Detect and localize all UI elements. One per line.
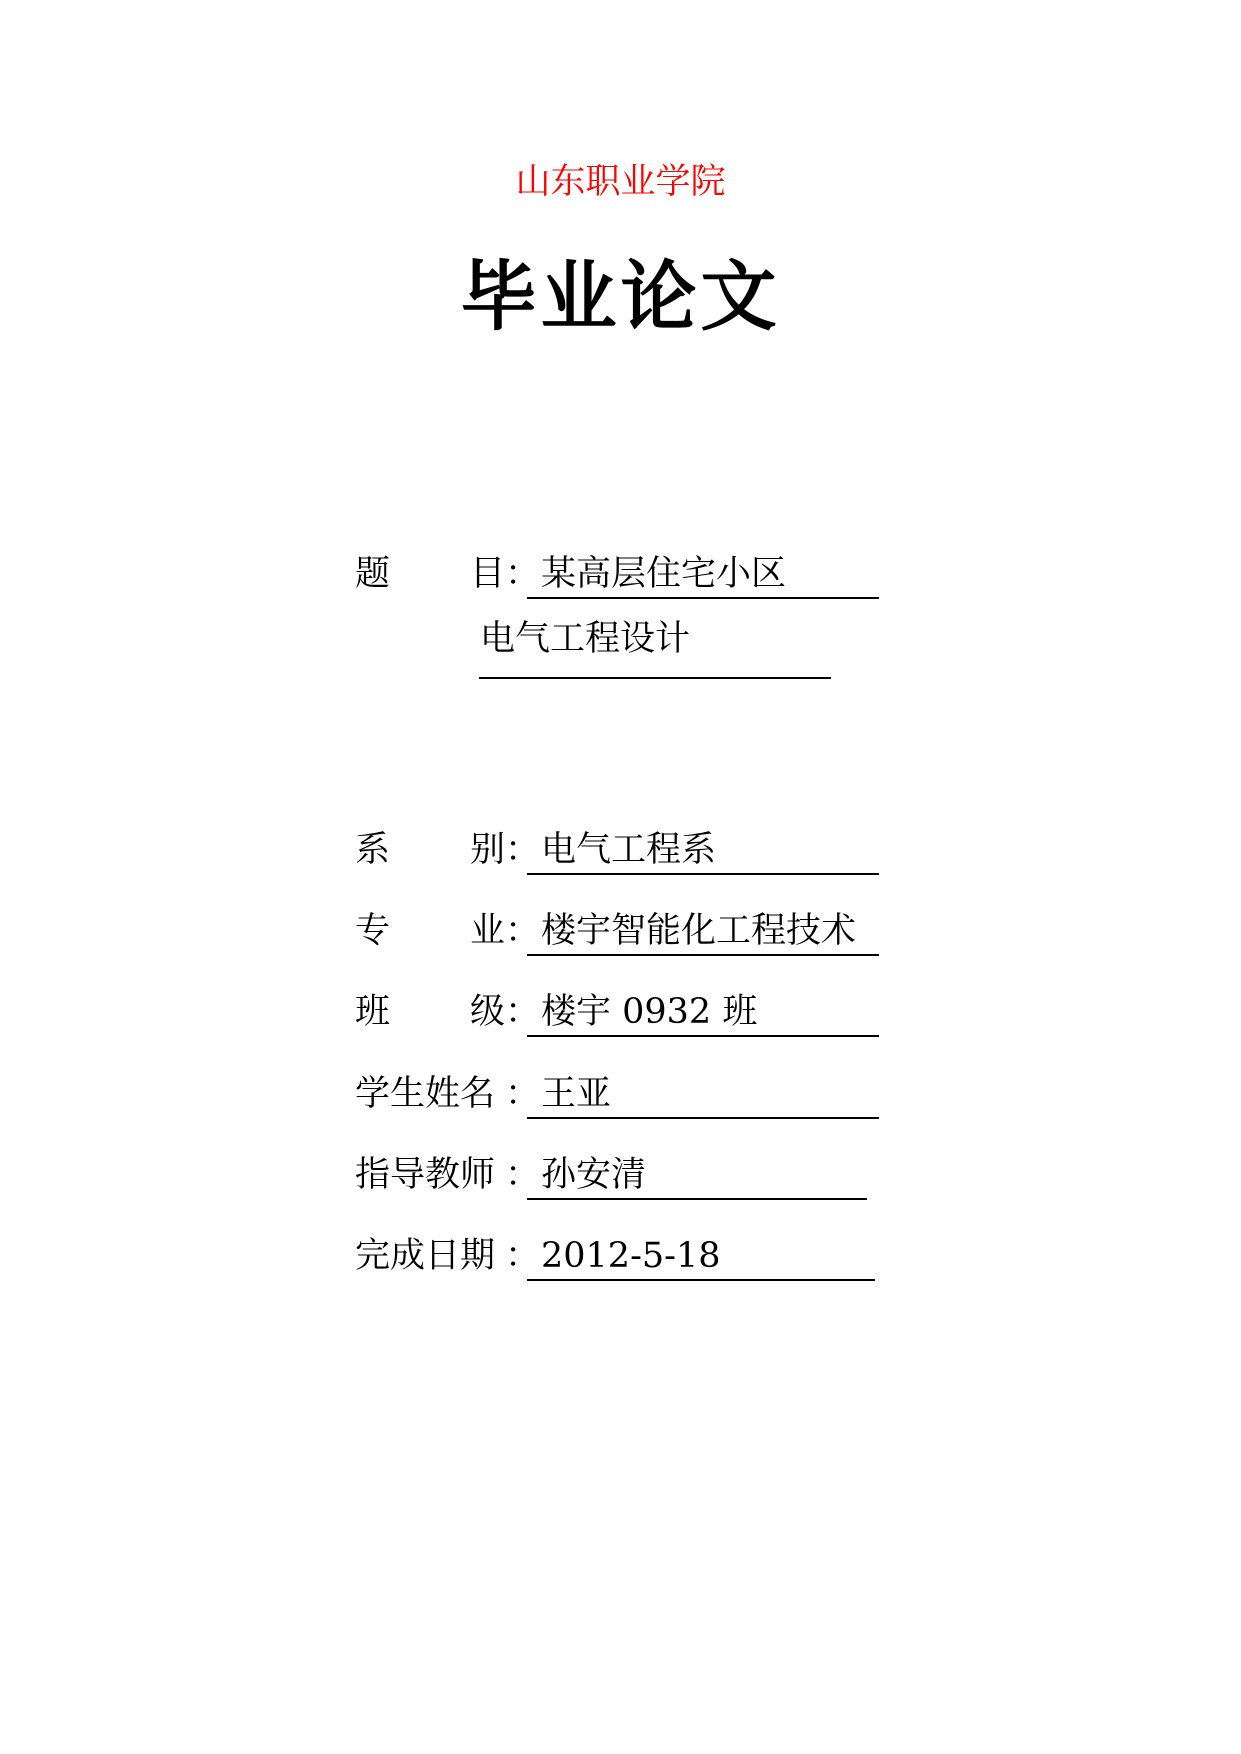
class-value-underline [527, 989, 879, 1037]
student-value: 王亚 [541, 1074, 612, 1114]
date-value: 2012-5-18 [541, 1236, 721, 1276]
advisor-value-underline [527, 1152, 867, 1200]
class-label-char-1: 班 [355, 992, 391, 1032]
department-value-underline [527, 827, 879, 875]
major-label-char-2: 业 [469, 911, 505, 951]
class-label-char-2: 级 [469, 992, 505, 1032]
topic-value-line2: 电气工程设计 [480, 619, 691, 659]
major-value: 楼宇智能化工程技术 [541, 911, 857, 951]
advisor-label-colon: ： [505, 1155, 541, 1195]
date-label-colon: ： [505, 1236, 541, 1276]
department-label-colon: ： [505, 830, 541, 870]
school-name: 山东职业学院 [515, 162, 726, 202]
student-value-underline [527, 1071, 879, 1119]
student-label-text: 学生姓名 [355, 1074, 496, 1114]
department-label [355, 827, 541, 873]
student-label [355, 1071, 541, 1117]
major-value-underline [527, 908, 879, 956]
topic-label [355, 551, 541, 597]
date-value-underline [527, 1233, 875, 1281]
topic-label-colon: ： [505, 554, 541, 594]
topic-label-char-2: 目 [469, 554, 505, 594]
advisor-label-text: 指导教师 [355, 1155, 496, 1195]
department-label-char-2: 别 [469, 830, 505, 870]
department-value: 电气工程系 [541, 830, 717, 870]
department-label-char-1: 系 [355, 830, 391, 870]
date-label [355, 1233, 541, 1279]
date-label-text: 完成日期 [355, 1236, 496, 1276]
topic-extra-underline [479, 677, 831, 679]
advisor-label [355, 1152, 541, 1198]
student-label-colon: ： [505, 1074, 541, 1114]
major-label [355, 908, 541, 954]
class-value: 楼宇 0932 班 [541, 992, 758, 1032]
advisor-value: 孙安清 [541, 1155, 647, 1195]
document-title: 毕业论文 [460, 252, 781, 341]
topic-value-line1: 某高层住宅小区 [541, 554, 787, 594]
class-label [355, 989, 541, 1035]
major-label-colon: ： [505, 911, 541, 951]
class-label-colon: ： [505, 992, 541, 1032]
topic-value-underline [527, 551, 879, 599]
topic-label-char-1: 题 [355, 554, 391, 594]
major-label-char-1: 专 [355, 911, 391, 951]
